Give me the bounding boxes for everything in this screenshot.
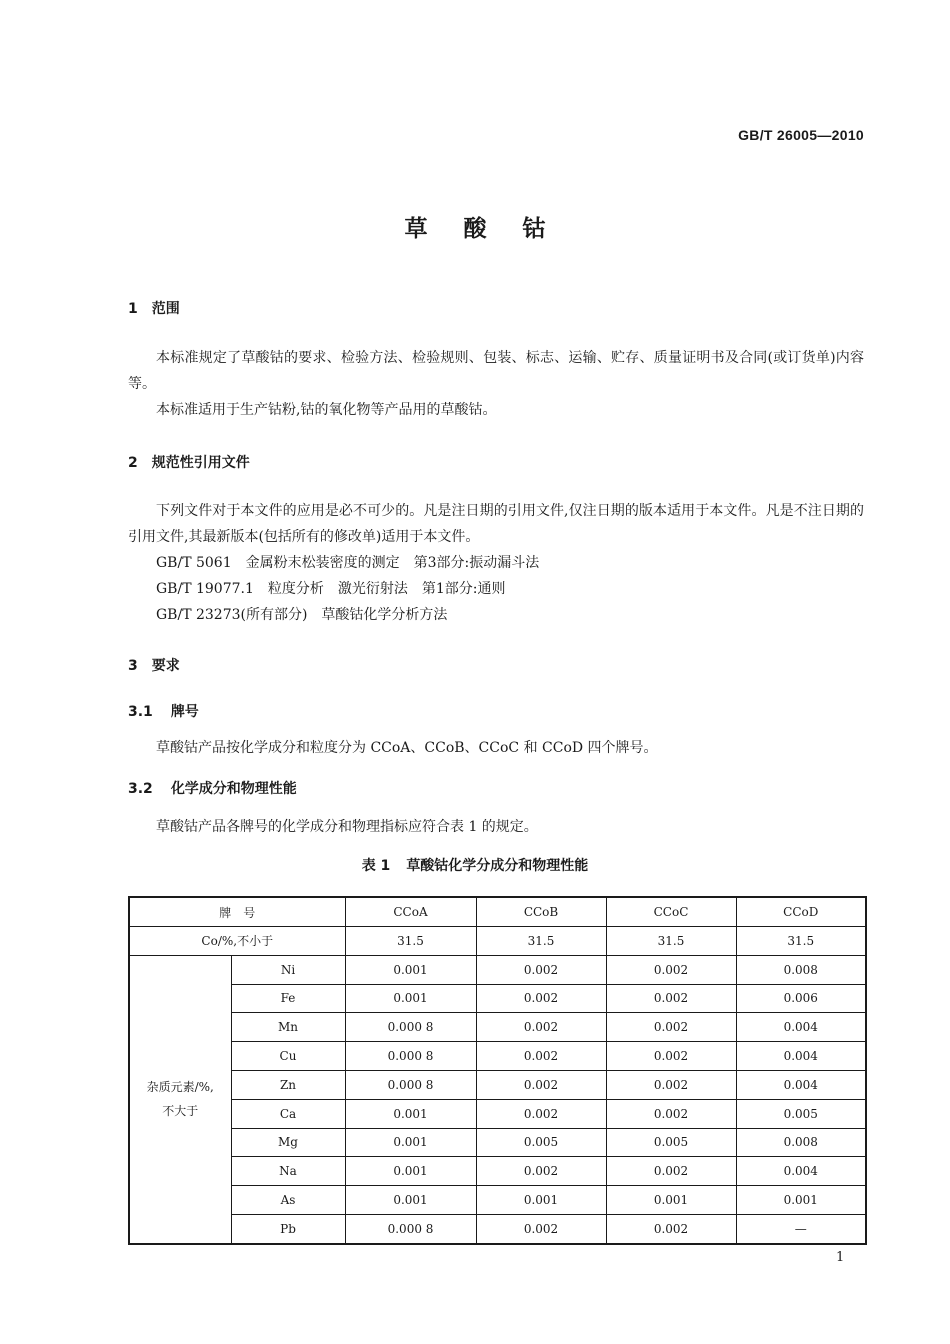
element-cell: Fe bbox=[231, 984, 345, 1013]
value-cell: 0.002 bbox=[476, 1042, 606, 1071]
table-row bbox=[129, 1099, 866, 1128]
page-number: 1 bbox=[836, 1250, 845, 1265]
value-cell: 0.001 bbox=[345, 1128, 476, 1157]
value-cell: 0.001 bbox=[606, 1186, 736, 1215]
paragraph: 下列文件对于本文件的应用是必不可少的。凡是注日期的引用文件,仅注日期的版本适用于本文件。凡是不注日期的引用文件,其最新版本(包括所有的修改单)适用于本文件。 bbox=[128, 503, 864, 545]
table-row bbox=[129, 1186, 866, 1215]
value-cell: — bbox=[736, 1214, 866, 1243]
table-row bbox=[129, 1013, 866, 1042]
value-cell: 0.001 bbox=[345, 955, 476, 984]
section-1-body bbox=[128, 345, 864, 423]
reference-item: GB/T 23273(所有部分) 草酸钴化学分析方法 bbox=[156, 607, 448, 623]
paragraph: 草酸钴产品按化学成分和粒度分为 CCoA、CCoB、CCoC 和 CCoD 四个牌号。 bbox=[156, 740, 658, 756]
value-cell: 0.005 bbox=[476, 1128, 606, 1157]
element-cell: As bbox=[231, 1186, 345, 1215]
value-cell: 0.001 bbox=[736, 1186, 866, 1215]
table-row bbox=[129, 1042, 866, 1071]
value-cell: 0.000 8 bbox=[345, 1070, 476, 1099]
section-number: 2 bbox=[128, 455, 138, 471]
value-cell: 0.002 bbox=[476, 984, 606, 1013]
value-cell: 0.002 bbox=[476, 1013, 606, 1042]
value-cell: 0.001 bbox=[345, 1157, 476, 1186]
value-cell: 0.008 bbox=[736, 955, 866, 984]
value-cell: 0.004 bbox=[736, 1070, 866, 1099]
grade-cell: CCoB bbox=[476, 897, 606, 927]
grade-cell: CCoA bbox=[345, 897, 476, 927]
paragraph: 草酸钴产品各牌号的化学成分和物理指标应符合表 1 的规定。 bbox=[156, 819, 538, 835]
value-cell: 0.002 bbox=[606, 1013, 736, 1042]
value-cell: 0.002 bbox=[606, 1214, 736, 1243]
paragraph: 本标准适用于生产钴粉,钴的氧化物等产品用的草酸钴。 bbox=[156, 402, 497, 418]
value-cell: 0.001 bbox=[345, 984, 476, 1013]
element-cell: Ca bbox=[231, 1099, 345, 1128]
co-label-cell: Co/%,不小于 bbox=[129, 927, 345, 956]
section-3-2-body bbox=[128, 814, 864, 840]
value-cell: 0.002 bbox=[606, 1070, 736, 1099]
value-cell: 0.002 bbox=[606, 1157, 736, 1186]
section-title: 化学成分和物理性能 bbox=[170, 781, 297, 797]
value-cell: 0.001 bbox=[476, 1186, 606, 1215]
value-cell: 0.002 bbox=[606, 955, 736, 984]
section-2-body bbox=[128, 498, 864, 628]
value-cell: 0.001 bbox=[345, 1186, 476, 1215]
table-row bbox=[129, 1157, 866, 1186]
value-cell: 0.002 bbox=[476, 1157, 606, 1186]
table-row bbox=[129, 1128, 866, 1157]
value-cell: 31.5 bbox=[476, 927, 606, 956]
section-number: 1 bbox=[128, 301, 138, 317]
value-cell: 0.002 bbox=[606, 1099, 736, 1128]
element-cell: Pb bbox=[231, 1214, 345, 1243]
value-cell: 0.008 bbox=[736, 1128, 866, 1157]
element-cell: Na bbox=[231, 1157, 345, 1186]
section-number: 3 bbox=[128, 658, 138, 674]
value-cell: 0.000 8 bbox=[345, 1214, 476, 1243]
value-cell: 0.002 bbox=[476, 955, 606, 984]
section-number: 3.2 bbox=[128, 781, 153, 797]
table-row bbox=[129, 955, 866, 984]
value-cell: 0.004 bbox=[736, 1013, 866, 1042]
value-cell: 0.004 bbox=[736, 1157, 866, 1186]
value-cell: 0.002 bbox=[606, 984, 736, 1013]
reference-item: GB/T 5061 金属粉末松装密度的测定 第3部分:振动漏斗法 bbox=[156, 555, 540, 571]
value-cell: 0.002 bbox=[606, 1042, 736, 1071]
section-number: 3.1 bbox=[128, 704, 153, 720]
section-2-heading bbox=[128, 452, 250, 472]
value-cell: 0.005 bbox=[736, 1099, 866, 1128]
section-1-heading bbox=[128, 298, 180, 318]
value-cell: 0.002 bbox=[476, 1070, 606, 1099]
section-3-1-body bbox=[128, 735, 864, 761]
element-cell: Mg bbox=[231, 1128, 345, 1157]
element-cell: Mn bbox=[231, 1013, 345, 1042]
value-cell: 0.005 bbox=[606, 1128, 736, 1157]
impurity-label-line: 不大于 bbox=[162, 1104, 199, 1119]
table-title: 草酸钴化学分成分和物理性能 bbox=[406, 858, 589, 874]
value-cell: 0.006 bbox=[736, 984, 866, 1013]
value-cell: 31.5 bbox=[736, 927, 866, 956]
table-row bbox=[129, 984, 866, 1013]
section-title: 规范性引用文件 bbox=[151, 455, 250, 471]
section-3-2-heading bbox=[128, 778, 297, 798]
impurity-label-line: 杂质元素/%, bbox=[146, 1080, 214, 1095]
section-3-1-heading bbox=[128, 701, 199, 721]
table-caption bbox=[0, 855, 950, 875]
paragraph: 本标准规定了草酸钴的要求、检验方法、检验规则、包装、标志、运输、贮存、质量证明书及合同(或订货单)内容等。 bbox=[128, 350, 864, 392]
grade-cell: CCoC bbox=[606, 897, 736, 927]
section-title: 要求 bbox=[151, 658, 180, 674]
section-3-heading bbox=[128, 655, 180, 675]
value-cell: 0.001 bbox=[345, 1099, 476, 1128]
table-row bbox=[129, 1070, 866, 1099]
grade-label-cell: 牌 号 bbox=[129, 897, 345, 927]
impurity-label-cell bbox=[129, 955, 231, 1243]
element-cell: Zn bbox=[231, 1070, 345, 1099]
table-header-row bbox=[129, 897, 866, 927]
composition-table bbox=[128, 896, 867, 1245]
value-cell: 0.002 bbox=[476, 1214, 606, 1243]
value-cell: 0.004 bbox=[736, 1042, 866, 1071]
value-cell: 0.000 8 bbox=[345, 1013, 476, 1042]
section-title: 范围 bbox=[151, 301, 180, 317]
table-row bbox=[129, 927, 866, 956]
document-title: 草酸钴 bbox=[404, 216, 582, 242]
reference-item: GB/T 19077.1 粒度分析 激光衍射法 第1部分:通则 bbox=[156, 581, 506, 597]
table-row bbox=[129, 1214, 866, 1243]
section-title: 牌号 bbox=[170, 704, 199, 720]
element-cell: Cu bbox=[231, 1042, 345, 1071]
value-cell: 31.5 bbox=[606, 927, 736, 956]
standard-code: GB/T 26005—2010 bbox=[738, 127, 864, 143]
value-cell: 0.002 bbox=[476, 1099, 606, 1128]
value-cell: 31.5 bbox=[345, 927, 476, 956]
element-cell: Ni bbox=[231, 955, 345, 984]
value-cell: 0.000 8 bbox=[345, 1042, 476, 1071]
grade-cell: CCoD bbox=[736, 897, 866, 927]
table-number: 表 1 bbox=[361, 858, 391, 874]
